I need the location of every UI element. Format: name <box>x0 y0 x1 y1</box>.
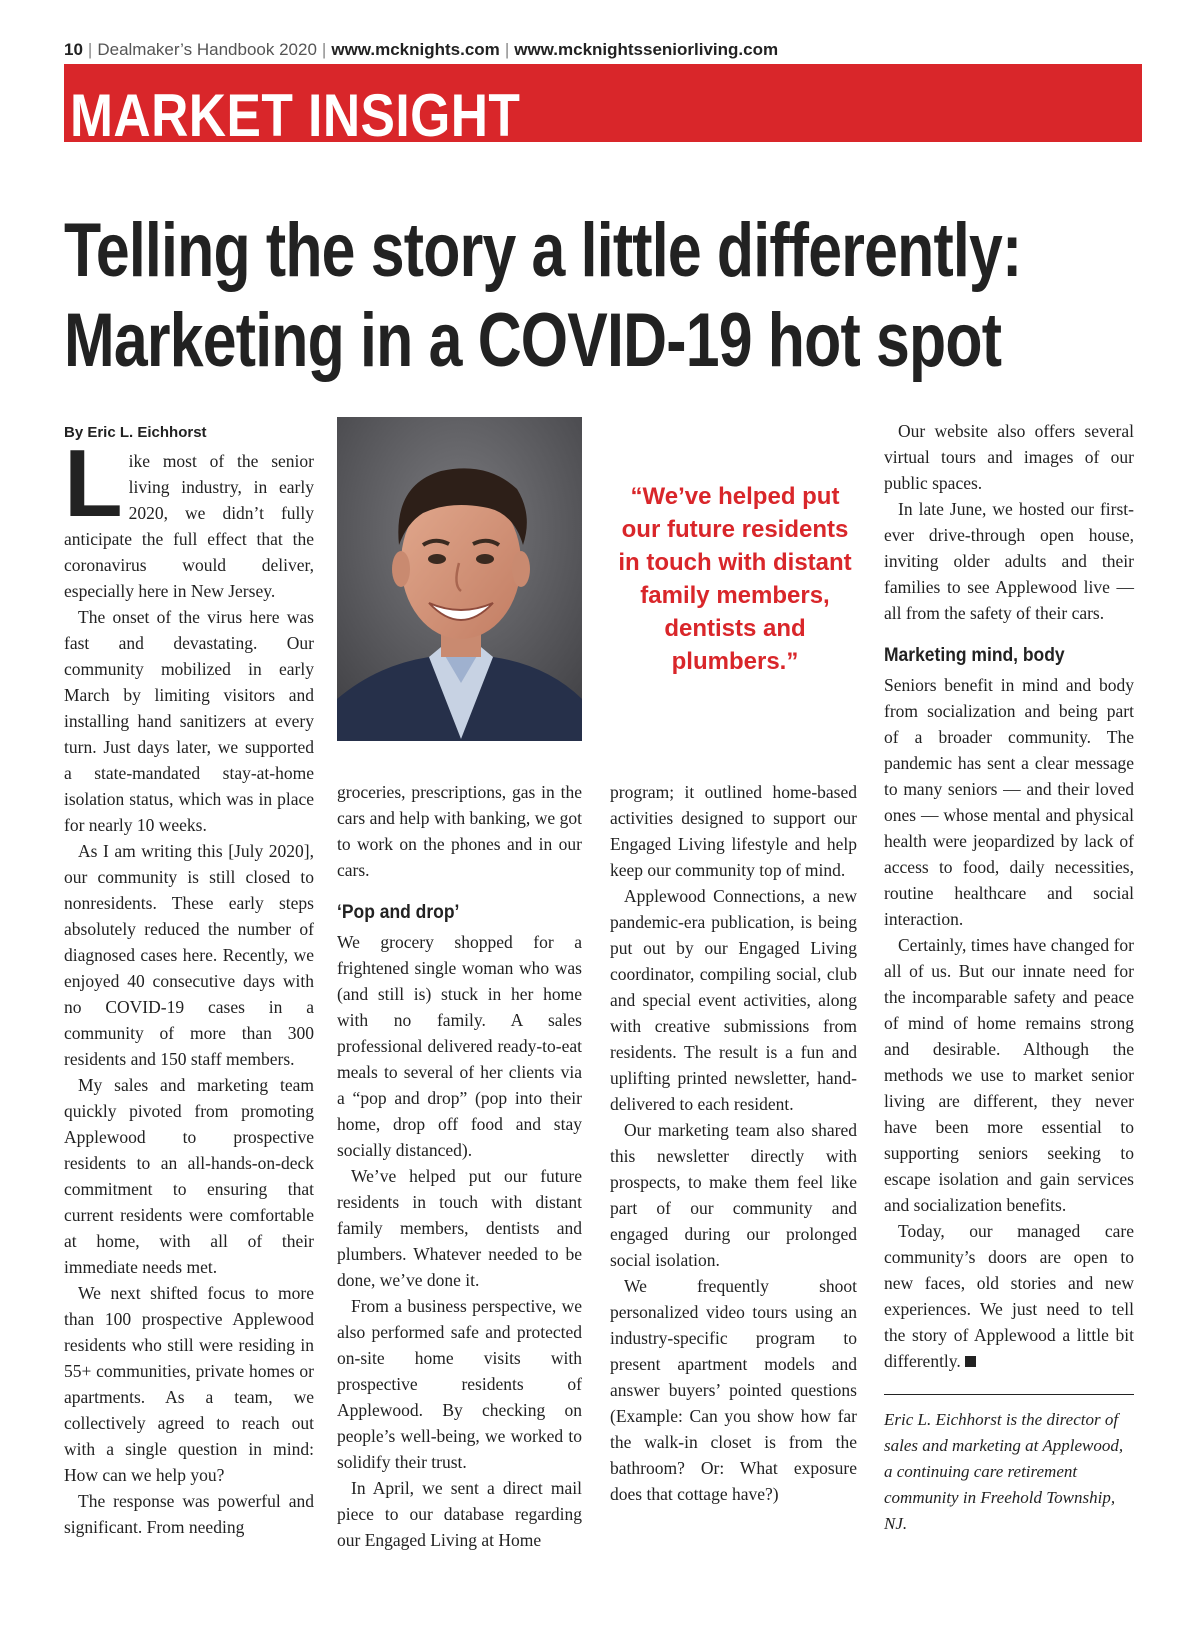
section-banner <box>64 64 1142 142</box>
bio-divider <box>884 1394 1134 1395</box>
section-label: MARKET INSIGHT <box>70 82 521 142</box>
paragraph: Certainly, times have changed for all of us. But our innate need for the incomparable safety and peace of mind of home remains strong and desirable. Although the methods we use to market senior living are different, they never have been more essential to supporting seniors seeking to escape isolation and gain services and socialization benefits. <box>884 935 1134 1215</box>
paragraph: Today, our managed care community’s doors are open to new faces, old stories and new experiences. We just need to tell the story of Applewood a little bit differently. <box>884 1221 1134 1371</box>
website-link-senior-living[interactable]: www.mcknightsseniorliving.com <box>514 40 779 59</box>
pull-quote: “We’ve helped put our future residents in touch with distant family members, dentists and plumbers.” <box>618 483 852 675</box>
paragraph: From a business perspective, we also performed safe and protected on-site home visits with prospective residents of Applewood. By checking on people’s well-being, we worked to solidify their trust. <box>337 1296 582 1472</box>
drop-cap: L <box>64 430 123 537</box>
paragraph: groceries, prescriptions, gas in the cars and help with banking, we got to work on the phones and in our cars. <box>337 782 582 880</box>
subheading-pop-and-drop: ‘Pop and drop’ <box>337 902 460 923</box>
paragraph: We grocery shopped for a frightened single woman who was (and still is) stuck in her home with no family. A sales professional delivered ready-to-eat meals to several of her clients via a “pop and drop” (pop into their home, drop off food and stay socially distanced). <box>337 932 582 1160</box>
paragraph: We next shifted focus to more than 100 prospective Applewood residents who still were residing in 55+ communities, private homes or apartments. As a team, we collectively agreed to reach out with a single question in mind: How can we help you? <box>64 1283 314 1485</box>
paragraph: We frequently shoot personalized video tours using an industry-specific program to present apartment models and answer buyers’ pointed questions (Example: Can you show how far the walk-in closet is from the bathroom? Or: What exposure does that cottage have?) <box>610 1276 857 1504</box>
paragraph: program; it outlined home-based activities designed to support our Engaged Living lifestyle and help keep our community top of mind. <box>610 782 857 880</box>
paragraph: As I am writing this [July 2020], our community is still closed to nonresidents. These early steps absolutely reduced the number of diagnosed cases here. Recently, we enjoyed 40 consecutive days with no COVID-19 cases in a community of more than 300 residents and 150 staff members. <box>64 841 314 1069</box>
paragraph: My sales and marketing team quickly pivoted from promoting Applewood to prospective residents to an all-hands-on-deck commitment to ensuring that current residents were comfortable at home, with all of their immediate needs met. <box>64 1075 314 1277</box>
page-number: 10 <box>64 40 83 59</box>
paragraph: The onset of the virus here was fast and devastating. Our community mobilized in early March by limiting visitors and installing hand sanitizers at every turn. Just days later, we supported a state-mandated stay-at-home isolation status, which was in place for nearly 10 weeks. <box>64 607 314 835</box>
paragraph: Applewood Connections, a new pandemic-era publication, is being put out by our Engaged Living coordinator, compiling social, club and special event activities, along with creative submissions from residents. The result is a fun and uplifting printed newsletter, hand-delivered to each resident. <box>610 886 857 1114</box>
paragraph: Our website also offers several virtual tours and images of our public spaces. <box>884 421 1134 493</box>
paragraph: The response was powerful and significant. From needing <box>64 1491 314 1537</box>
article-column-3 <box>610 779 857 1507</box>
website-link-mcknights[interactable]: www.mcknights.com <box>331 40 500 59</box>
headline-line-1: Telling the story a little differently: <box>64 208 1022 293</box>
publication-name: Dealmaker’s Handbook 2020 <box>97 40 317 59</box>
subheading-marketing-mind-body: Marketing mind, body <box>884 645 1065 666</box>
running-head: 10 | Dealmaker’s Handbook 2020 | www.mcknights.com | www.mcknightsseniorliving.com <box>64 40 779 59</box>
paragraph: Seniors benefit in mind and body from socialization and being part of a broader community. The pandemic has sent a clear message to many seniors — and their loved ones — whose mental and physical health were jeopardized by lack of access to food, daily necessities, routine healthcare and social interaction. <box>884 675 1134 929</box>
byline: By Eric L. Eichhorst <box>64 424 207 441</box>
paragraph: In late June, we hosted our first-ever drive-through open house, inviting older adults and their families to see Applewood live — all from the safety of their cars. <box>884 499 1134 623</box>
headline-line-2: Marketing in a COVID-19 hot spot <box>64 298 1002 383</box>
article-column-2 <box>337 779 582 1553</box>
article-column-4 <box>884 418 1134 1537</box>
paragraph: Like most of the senior living industry, in early 2020, we didn’t fully anticipate the full effect that the coronavirus would deliver, especially here in New Jersey. <box>64 430 314 601</box>
author-bio: Eric L. Eichhorst is the director of sales and marketing at Applewood, a continuing care retirement community in Freehold Township, NJ. <box>884 1410 1124 1533</box>
paragraph: Our marketing team also shared this newsletter directly with prospects, to make them feel like part of our community and engaged during our prolonged social isolation. <box>610 1120 857 1270</box>
end-mark-icon <box>965 1356 976 1367</box>
paragraph: We’ve helped put our future residents in touch with distant family members, dentists and plumbers. Whatever needed to be done, we’ve done it. <box>337 1166 582 1290</box>
paragraph: In April, we sent a direct mail piece to our database regarding our Engaged Living at Home <box>337 1478 582 1550</box>
author-photo <box>337 417 582 741</box>
